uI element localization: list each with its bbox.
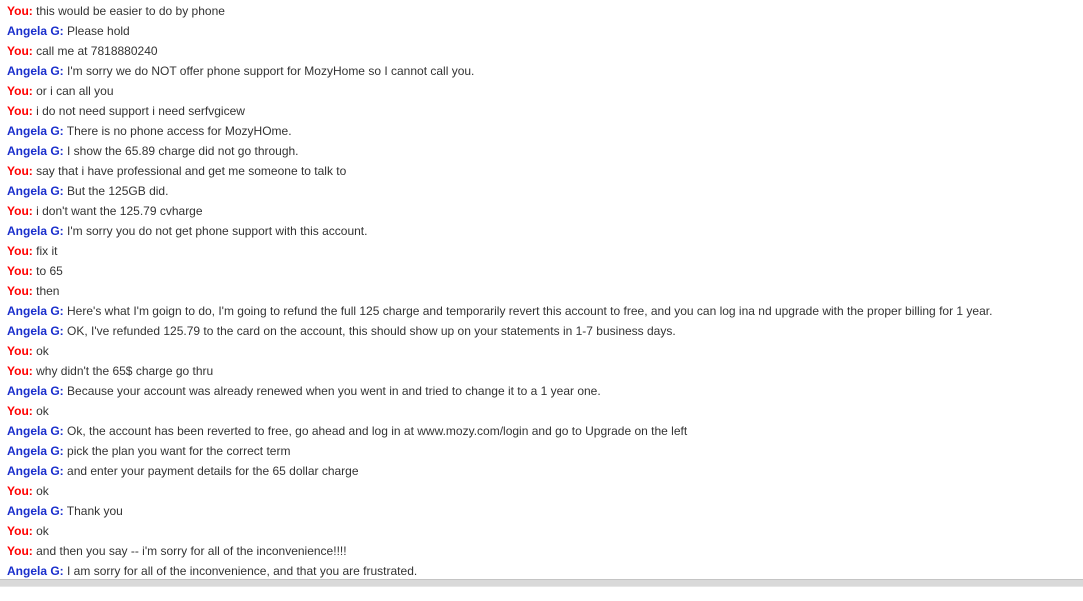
chat-message [7,221,1083,241]
chat-message [7,61,1083,81]
chat-message [7,441,1083,461]
speaker-you: You: [7,244,33,258]
message-text: I show the 65.89 charge did not go through. [67,144,299,158]
message-text: i do not need support i need serfvgicew [36,104,245,118]
speaker-agent: Angela G: [7,124,64,138]
message-text: say that i have professional and get me someone to talk to [36,164,347,178]
chat-message [7,481,1083,501]
chat-message [7,161,1083,181]
chat-message [7,181,1083,201]
speaker-agent: Angela G: [7,424,64,438]
chat-message [7,301,1083,321]
speaker-you: You: [7,284,33,298]
chat-message [7,381,1083,401]
chat-transcript [7,0,1083,581]
speaker-you: You: [7,84,33,98]
speaker-you: You: [7,164,33,178]
chat-message [7,41,1083,61]
chat-message [7,501,1083,521]
speaker-you: You: [7,204,33,218]
speaker-agent: Angela G: [7,144,64,158]
message-text: Because your account was already renewed when you went in and tried to change it to a 1 year one. [67,384,601,398]
message-text: I am sorry for all of the inconvenience, and that you are frustrated. [67,564,418,578]
message-text: i don't want the 125.79 cvharge [36,204,203,218]
chat-message [7,21,1083,41]
speaker-agent: Angela G: [7,564,64,578]
transcript-bottom-border [0,579,1083,587]
chat-message [7,361,1083,381]
speaker-agent: Angela G: [7,24,64,38]
speaker-you: You: [7,364,33,378]
chat-message [7,341,1083,361]
speaker-you: You: [7,104,33,118]
chat-message [7,201,1083,221]
chat-message [7,541,1083,561]
speaker-agent: Angela G: [7,224,64,238]
message-text: Thank you [66,504,123,518]
chat-message [7,401,1083,421]
message-text: But the 125GB did. [67,184,169,198]
message-text: call me at 7818880240 [36,44,158,58]
chat-message [7,421,1083,441]
message-text: I'm sorry you do not get phone support with this account. [67,224,368,238]
message-text: Here's what I'm goign to do, I'm going to refund the full 125 charge and temporarily revert this account to free, and you can log ina nd upgrade with the proper billing for 1 year. [67,304,993,318]
message-text: Ok, the account has been reverted to free, go ahead and log in at www.mozy.com/login and go to Upgrade on the left [67,424,688,438]
speaker-agent: Angela G: [7,184,64,198]
chat-message [7,461,1083,481]
chat-message [7,521,1083,541]
speaker-agent: Angela G: [7,304,64,318]
message-text: ok [36,344,49,358]
chat-message [7,121,1083,141]
message-text: ok [36,404,49,418]
message-text: then [36,284,60,298]
speaker-agent: Angela G: [7,324,64,338]
chat-message [7,321,1083,341]
speaker-you: You: [7,344,33,358]
speaker-you: You: [7,4,33,18]
message-text: Please hold [67,24,130,38]
speaker-you: You: [7,44,33,58]
chat-message [7,261,1083,281]
message-text: this would be easier to do by phone [36,4,225,18]
message-text: There is no phone access for MozyHOme. [66,124,292,138]
input-area [0,587,1083,601]
message-text: to 65 [36,264,63,278]
message-text: why didn't the 65$ charge go thru [36,364,214,378]
speaker-agent: Angela G: [7,384,64,398]
message-text: pick the plan you want for the correct term [67,444,291,458]
chat-message [7,101,1083,121]
chat-message [7,1,1083,21]
chat-message [7,561,1083,581]
message-text: ok [36,484,49,498]
message-text: fix it [36,244,58,258]
speaker-you: You: [7,544,33,558]
speaker-agent: Angela G: [7,504,64,518]
chat-message [7,81,1083,101]
message-text: and then you say -- i'm sorry for all of the inconvenience!!!! [36,544,347,558]
message-text: I'm sorry we do NOT offer phone support for MozyHome so I cannot call you. [67,64,475,78]
chat-message [7,241,1083,261]
speaker-agent: Angela G: [7,64,64,78]
speaker-you: You: [7,484,33,498]
message-text: and enter your payment details for the 65 dollar charge [67,464,359,478]
message-text: ok [36,524,49,538]
message-text: or i can all you [36,84,114,98]
speaker-you: You: [7,524,33,538]
speaker-agent: Angela G: [7,444,64,458]
chat-message [7,281,1083,301]
chat-message [7,141,1083,161]
message-text: OK, I've refunded 125.79 to the card on the account, this should show up on your statements in 1-7 business days. [67,324,676,338]
speaker-agent: Angela G: [7,464,64,478]
speaker-you: You: [7,264,33,278]
speaker-you: You: [7,404,33,418]
